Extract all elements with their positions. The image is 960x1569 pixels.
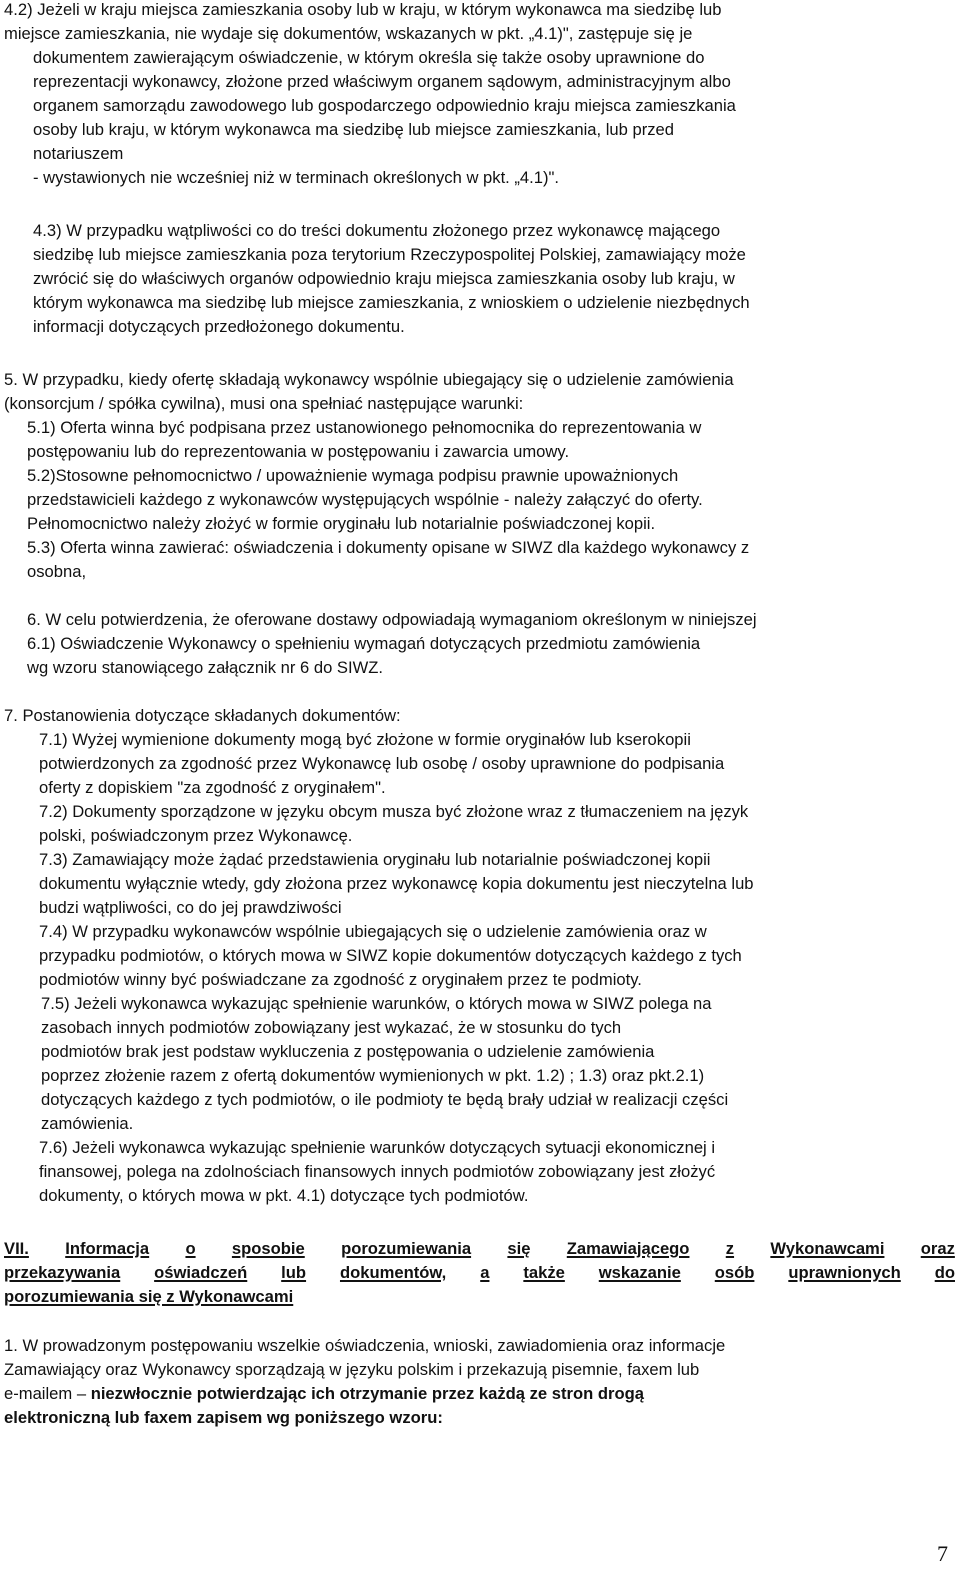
para-7-line: przypadku podmiotów, o których mowa w SIWZ kopie dokumentów dotyczących każdego z tych [39,946,742,965]
para-4-3-line: którym wykonawca ma siedzibę lub miejsce zamieszkania, z wnioskiem o udzielenie niezbędnych [33,293,750,312]
para-7-line: zasobach innych podmiotów zobowiązany jest wykazać, że w stosunku do tych [41,1018,622,1037]
section-vii-heading-line1: VII. Informacja o sposobie porozumiewania się Zamawiającego z Wykonawcami oraz [4,1239,955,1258]
para-7-line: finansowej, polega na zdolnościach finansowych innych podmiotów zobowiązany jest złożyć [39,1162,716,1181]
para-7-line: dokumentu wyłącznie wtedy, gdy złożona przez wykonawcę kopia dokumentu jest nieczytelna lub [39,874,754,893]
para-6-line: 6. W celu potwierdzenia, że oferowane dostawy odpowiadają wymaganiom określonym w niniejszej [27,610,757,629]
para-6-line: wg wzoru stanowiącego załącznik nr 6 do SIWZ. [27,658,383,677]
para-4-3-line: 4.3) W przypadku wątpliwości co do treści dokumentu złożonego przez wykonawcę mającego [33,221,721,240]
para-5-line: postępowaniu lub do reprezentowania w postępowaniu i zawarcia umowy. [27,442,570,461]
para-4-2-line: 4.2) Jeżeli w kraju miejsca zamieszkania osoby lub w kraju, w którym wykonawca ma siedzibę lub [4,0,722,19]
para-5-line: przedstawicieli każdego z wykonawców występujących wspólnie - należy załączyć do oferty. [27,490,703,509]
para-5-line: Pełnomocnictwo należy złożyć w formie oryginału lub notarialnie poświadczonej kopii. [27,514,656,533]
para-7-line: potwierdzonych za zgodność przez Wykonawcę lub osobę / osoby uprawnione do podpisania [39,754,725,773]
para-7-line: podmiotów brak jest podstaw wykluczenia z postępowania o udzielenie zamówienia [41,1042,655,1061]
para-4-2-line: organem samorządu zawodowego lub gospodarczego odpowiednio kraju miejsca zamieszkania [33,96,736,115]
para-vii-1-bold-text: niezwłocznie potwierdzając ich otrzymanie przez każdą ze stron drogą [90,1384,644,1403]
para-vii-1-line [4,1384,644,1404]
para-5-line: 5. W przypadku, kiedy ofertę składają wykonawcy wspólnie ubiegający się o udzielenie zamówienia [4,370,734,389]
para-vii-1-bold-line: elektroniczną lub faxem zapisem wg poniższego wzoru: [4,1408,443,1427]
para-4-2-line: dokumentem zawierającym oświadczenie, w którym określa się także osoby uprawnione do [33,48,705,67]
para-vii-1-line: 1. W prowadzonym postępowaniu wszelkie oświadczenia, wnioski, zawiadomienia oraz informacje [4,1336,726,1355]
para-7-line: 7.4) W przypadku wykonawców wspólnie ubiegających się o udzielenie zamówienia oraz w [39,922,707,941]
section-vii-heading-line2: przekazywania oświadczeń lub dokumentów, a także wskazanie osób uprawnionych do [4,1263,955,1282]
para-4-2-line: reprezentacji wykonawcy, złożone przed właściwym organem sądowym, administracyjnym albo [33,72,731,91]
para-7-line: oferty z dopiskiem "za zgodność z oryginałem". [39,778,386,797]
para-4-3-line: informacji dotyczących przedłożonego dokumentu. [33,317,405,336]
para-5-line: 5.3) Oferta winna zawierać: oświadczenia i dokumenty opisane w SIWZ dla każdego wykonawcy z [27,538,750,557]
para-7-line: dokumenty, o których mowa w pkt. 4.1) dotyczące tych podmiotów. [39,1186,529,1205]
para-7-line: podmiotów winny być poświadczane za zgodność z oryginałem przez te podmioty. [39,970,642,989]
para-4-3-line: siedzibę lub miejsce zamieszkania poza terytorium Rzeczypospolitej Polskiej, zamawiający może [33,245,746,264]
para-7-line: budzi wątpliwości, co do jej prawdziwości [39,898,342,917]
para-4-2-line: miejsce zamieszkania, nie wydaje się dokumentów, wskazanych w pkt. „4.1)", zastępuje się je [4,24,693,43]
para-4-2-line: osoby lub kraju, w którym wykonawca ma siedzibę lub miejsce zamieszkania, lub przed [33,120,674,139]
para-5-line: 5.1) Oferta winna być podpisana przez ustanowionego pełnomocnika do reprezentowania w [27,418,702,437]
para-4-3-line: zwrócić się do właściwych organów odpowiednio kraju miejsca zamieszkania osoby lub kraju, w [33,269,735,288]
para-7-line: polski, poświadczonym przez Wykonawcę. [39,826,353,845]
para-vii-1-text: e-mailem – [4,1384,91,1403]
para-4-2-line: - wystawionych nie wcześniej niż w terminach określonych w pkt. „4.1)". [33,168,560,187]
para-7-line: zamówienia. [41,1114,134,1133]
para-7-heading: 7. Postanowienia dotyczące składanych dokumentów: [4,706,401,725]
para-7-line: 7.1) Wyżej wymienione dokumenty mogą być złożone w formie oryginałów lub kserokopii [39,730,691,749]
para-7-line: 7.6) Jeżeli wykonawca wykazując spełnienie warunków dotyczących sytuacji ekonomicznej i [39,1138,716,1157]
para-6-line: 6.1) Oświadczenie Wykonawcy o spełnieniu wymagań dotyczących przedmiotu zamówienia [27,634,701,653]
para-7-line: poprzez złożenie razem z ofertą dokumentów wymienionych w pkt. 1.2) ; 1.3) oraz pkt.2.1) [41,1066,705,1085]
section-vii-heading-line3: porozumiewania się z Wykonawcami [4,1287,294,1306]
para-7-line: dotyczących każdego z tych podmiotów, o ile podmioty te będą brały udział w realizacji części [41,1090,729,1109]
para-7-line: 7.5) Jeżeli wykonawca wykazując spełnienie warunków, o których mowa w SIWZ polega na [41,994,712,1013]
para-5-line: 5.2)Stosowne pełnomocnictwo / upoważnienie wymaga podpisu prawnie upoważnionych [27,466,679,485]
para-7-line: 7.3) Zamawiający może żądać przedstawienia oryginału lub notarialnie poświadczonej kopii [39,850,711,869]
page-number: 7 [937,1541,948,1566]
para-7-line: 7.2) Dokumenty sporządzone w języku obcym musza być złożone wraz z tłumaczeniem na język [39,802,749,821]
para-4-2-line: notariuszem [33,144,124,163]
para-vii-1-line: Zamawiający oraz Wykonawcy sporządzają w języku polskim i przekazują pisemnie, faxem lub [4,1360,700,1379]
para-5-line: (konsorcjum / spółka cywilna), musi ona spełniać następujące warunki: [4,394,524,413]
para-5-line: osobna, [27,562,87,581]
